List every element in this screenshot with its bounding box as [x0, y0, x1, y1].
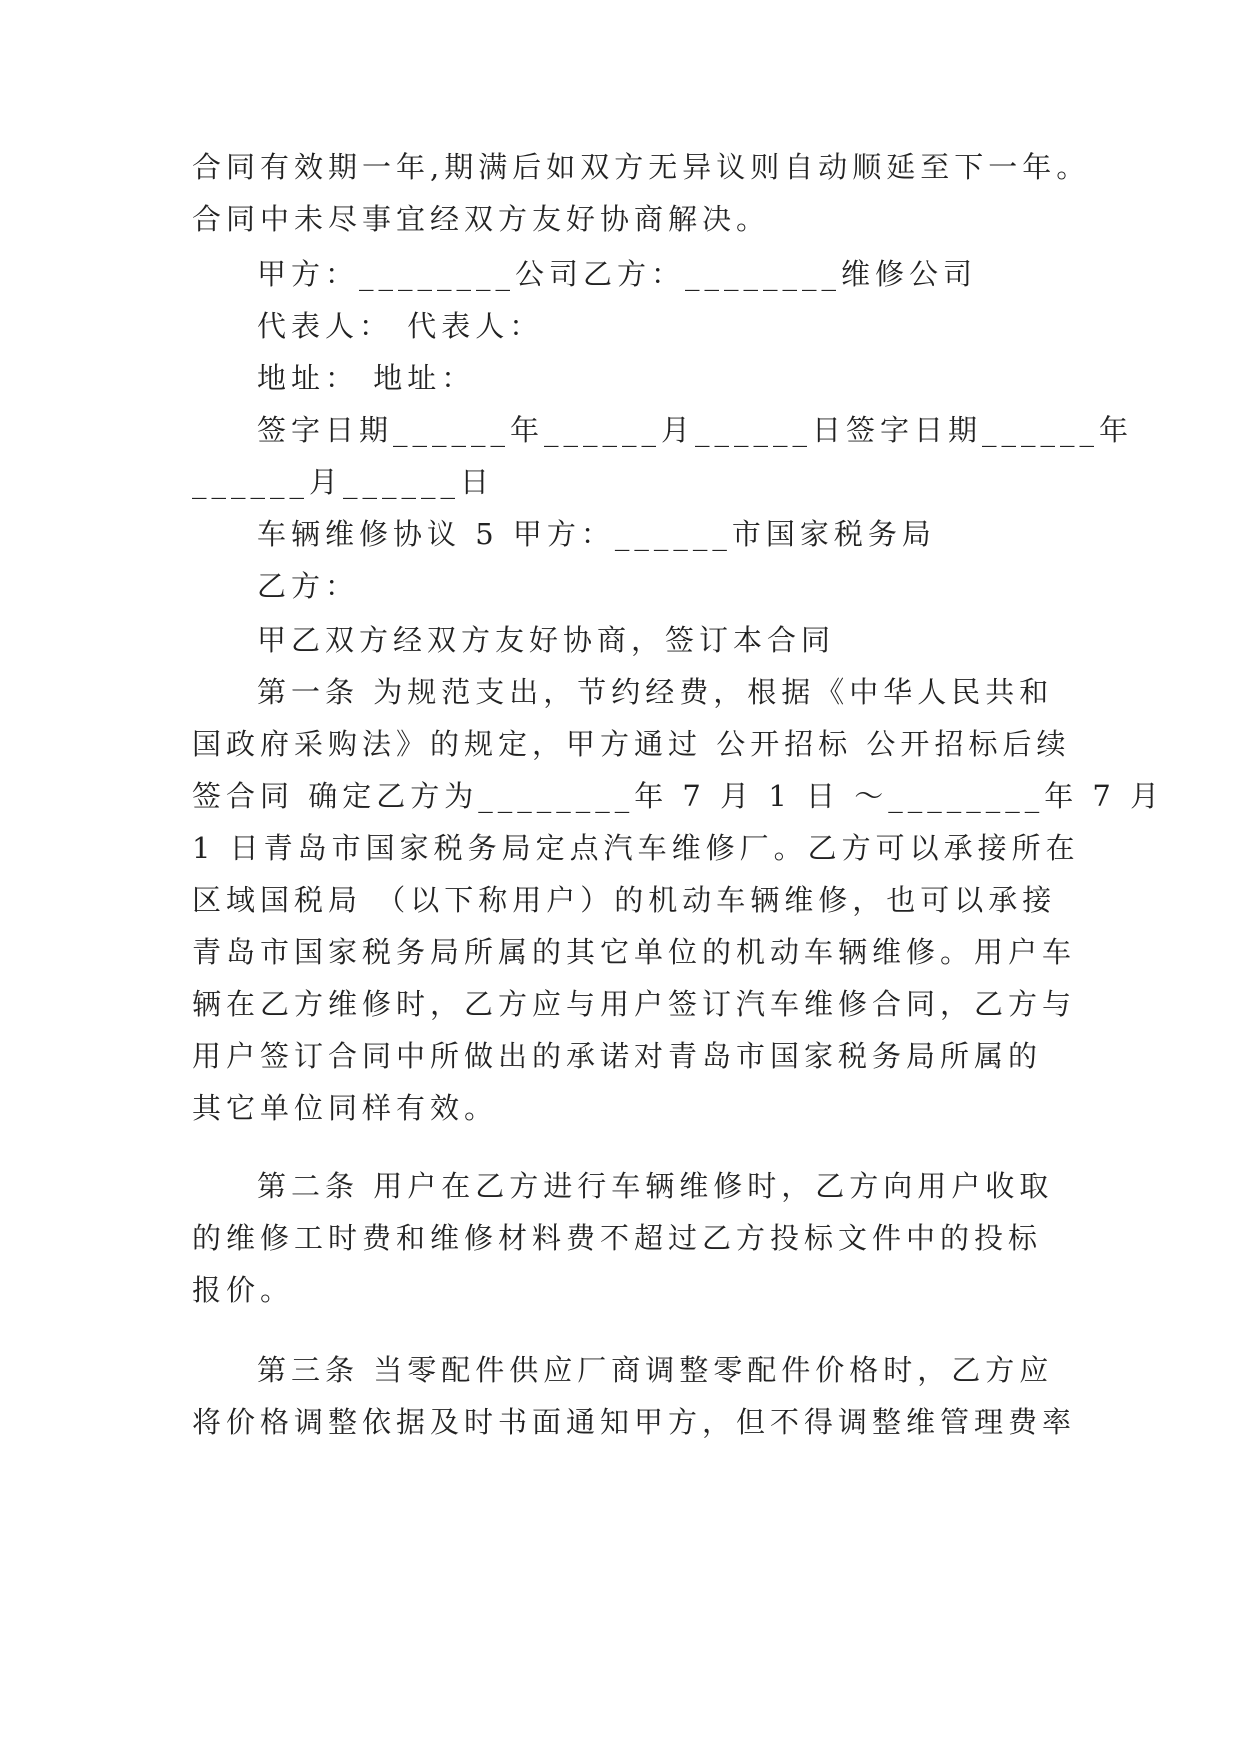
- text-line: 将价格调整依据及时书面通知甲方，但不得调整维管理费率: [192, 1405, 1077, 1439]
- text-line: 第二条 用户在乙方进行车辆维修时，乙方向用户收取: [257, 1169, 1054, 1203]
- text-line: 签合同 确定乙方为________年 7 月 1 日 ～________年 7 月: [192, 779, 1165, 813]
- text-line: 乙方：: [257, 569, 360, 603]
- text-line: 的维修工时费和维修材料费不超过乙方投标文件中的投标: [192, 1221, 1043, 1255]
- text-line: 辆在乙方维修时，乙方应与用户签订汽车维修合同，乙方与: [192, 987, 1077, 1021]
- text-line: 甲方：________公司乙方：________维修公司: [257, 257, 978, 291]
- text-line: ______月______日: [192, 465, 495, 499]
- text-line: 用户签订合同中所做出的承诺对青岛市国家税务局所属的: [192, 1039, 1043, 1073]
- text-line: 1 日青岛市国家税务局定点汽车维修厂。乙方可以承接所在: [192, 831, 1080, 865]
- text-line: 青岛市国家税务局所属的其它单位的机动车辆维修。用户车: [192, 935, 1077, 969]
- text-line: 签字日期______年______月______日签字日期______年: [257, 413, 1134, 447]
- text-line: 地址： 地址：: [257, 361, 476, 395]
- text-line: 区域国税局 （以下称用户）的机动车辆维修，也可以承接: [192, 883, 1057, 917]
- text-line: 合同有效期一年,期满后如双方无异议则自动顺延至下一年。: [192, 150, 1091, 184]
- text-line: 国政府采购法》的规定，甲方通过 公开招标 公开招标后续: [192, 727, 1071, 761]
- text-line: 报价。: [192, 1273, 295, 1307]
- text-line: 合同中未尽事宜经双方友好协商解决。: [192, 202, 771, 236]
- text-line: 车辆维修协议 5 甲方：______市国家税务局: [257, 517, 936, 551]
- text-line: 其它单位同样有效。: [192, 1091, 499, 1125]
- text-line: 第一条 为规范支出，节约经费，根据《中华人民共和: [257, 675, 1054, 709]
- text-line: 第三条 当零配件供应厂商调整零配件价格时，乙方应: [257, 1353, 1054, 1387]
- text-line: 代表人： 代表人：: [257, 309, 544, 343]
- text-line: 甲乙双方经双方友好协商，签订本合同: [257, 623, 836, 657]
